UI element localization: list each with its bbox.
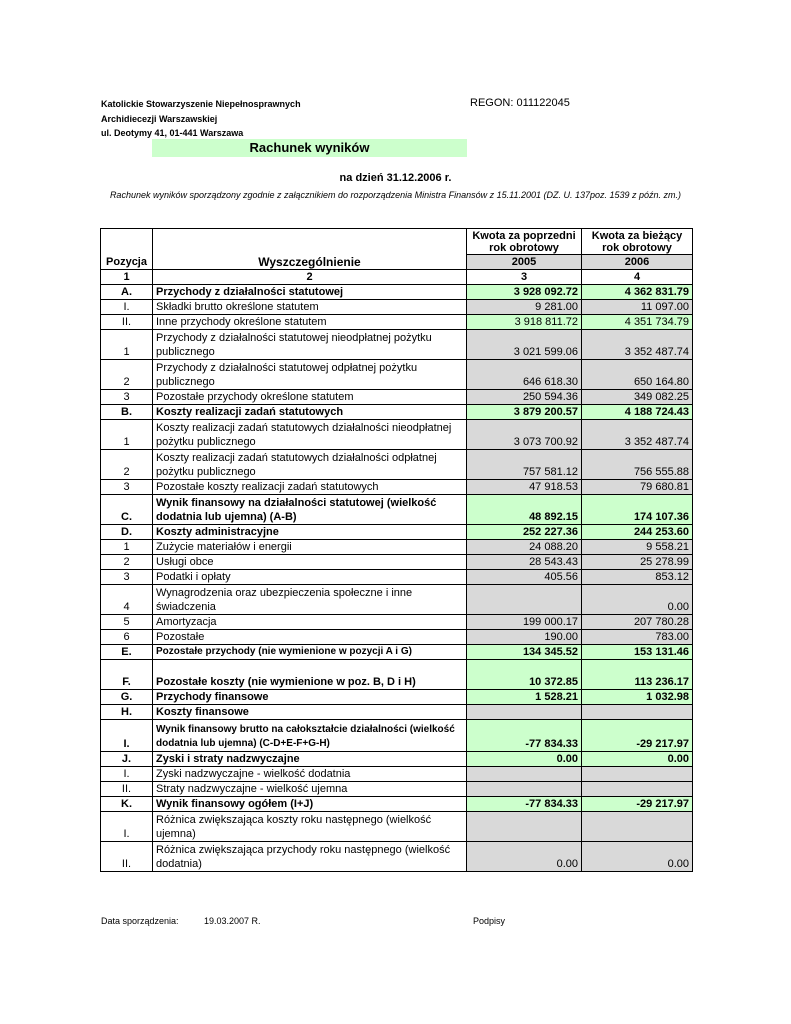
row-position: K.: [101, 797, 153, 812]
row-position: J.: [101, 752, 153, 767]
row-value-curr: 174 107.36: [582, 495, 693, 525]
row-value-prev: [467, 705, 582, 720]
col-index: 2: [153, 270, 467, 285]
row-description: Przychody z działalności statutowej odpłatnej pożytku publicznego: [153, 360, 467, 390]
row-value-prev: 134 345.52: [467, 645, 582, 660]
row-description: Podatki i opłaty: [153, 570, 467, 585]
org-name-line1: Katolickie Stowarzyszenie Niepełnosprawnych: [101, 99, 301, 109]
table-row: [101, 752, 693, 767]
row-value-prev: 48 892.15: [467, 495, 582, 525]
row-value-curr: [582, 705, 693, 720]
row-value-curr: 207 780.28: [582, 615, 693, 630]
col-index: 4: [582, 270, 693, 285]
row-value-curr: 783.00: [582, 630, 693, 645]
row-position: 2: [101, 450, 153, 480]
year-prev: 2005: [467, 255, 582, 270]
org-address: ul. Deotymy 41, 01-441 Warszawa: [101, 128, 244, 138]
row-value-curr: -29 217.97: [582, 797, 693, 812]
row-value-prev: 3 073 700.92: [467, 420, 582, 450]
footer-signatures: Podpisy: [473, 916, 506, 926]
row-value-prev: 190.00: [467, 630, 582, 645]
table-row: [101, 812, 693, 842]
table-row: [101, 782, 693, 797]
row-value-prev: 252 227.36: [467, 525, 582, 540]
row-description: Składki brutto określone statutem: [153, 300, 467, 315]
regon-number: REGON: 011122045: [470, 97, 570, 109]
row-position: 4: [101, 585, 153, 615]
row-description: Przychody finansowe: [153, 690, 467, 705]
row-description: Koszty administracyjne: [153, 525, 467, 540]
row-position: 1: [101, 540, 153, 555]
row-position: A.: [101, 285, 153, 300]
row-value-prev: -77 834.33: [467, 797, 582, 812]
row-value-curr: 244 253.60: [582, 525, 693, 540]
table-row: [101, 480, 693, 495]
footer-date-value: 19.03.2007 R.: [204, 916, 261, 926]
row-description: Pozostałe przychody określone statutem: [153, 390, 467, 405]
table-row: [101, 315, 693, 330]
row-value-curr: 650 164.80: [582, 360, 693, 390]
row-value-prev: 646 618.30: [467, 360, 582, 390]
row-position: I.: [101, 812, 153, 842]
table-row: [101, 285, 693, 300]
row-description: Różnica zwiększająca koszty roku następnego (wielkość ujemna): [153, 812, 467, 842]
table-row: [101, 405, 693, 420]
table-row: [101, 720, 693, 752]
row-value-curr: [582, 812, 693, 842]
row-description: Zużycie materiałów i energii: [153, 540, 467, 555]
row-value-curr: 3 352 487.74: [582, 330, 693, 360]
row-description: Wynik finansowy ogółem (I+J): [153, 797, 467, 812]
row-description: Amortyzacja: [153, 615, 467, 630]
row-description: Wynagrodzenia oraz ubezpieczenia społeczne i inne świadczenia: [153, 585, 467, 615]
row-value-prev: -77 834.33: [467, 720, 582, 752]
row-value-curr: 4 362 831.79: [582, 285, 693, 300]
row-value-prev: 3 879 200.57: [467, 405, 582, 420]
row-description: Pozostałe: [153, 630, 467, 645]
row-position: 3: [101, 570, 153, 585]
income-statement-table: [100, 228, 693, 872]
row-value-curr: 153 131.46: [582, 645, 693, 660]
row-description: Koszty realizacji zadań statutowych działalności odpłatnej pożytku publicznego: [153, 450, 467, 480]
table-row: [101, 450, 693, 480]
row-position: F.: [101, 660, 153, 690]
header-wyszczegolnienie: Wyszczególnienie: [153, 229, 467, 270]
row-position: C.: [101, 495, 153, 525]
col-index: 1: [101, 270, 153, 285]
row-value-prev: 199 000.17: [467, 615, 582, 630]
row-value-prev: [467, 585, 582, 615]
row-value-prev: 3 918 811.72: [467, 315, 582, 330]
row-description: Pozostałe przychody (nie wymienione w pozycji A i G): [153, 645, 467, 660]
row-position: II.: [101, 315, 153, 330]
row-value-prev: 28 543.43: [467, 555, 582, 570]
table-row: [101, 555, 693, 570]
row-description: Koszty realizacji zadań statutowych działalności nieodpłatnej pożytku publicznego: [153, 420, 467, 450]
table-row: [101, 767, 693, 782]
row-position: H.: [101, 705, 153, 720]
row-description: Wynik finansowy brutto na całokształcie działalności (wielkość dodatnia lub ujemna) (C-D+E-F+G-H): [153, 720, 467, 752]
row-position: 3: [101, 480, 153, 495]
row-description: Różnica zwiększająca przychody roku następnego (wielkość dodatnia): [153, 842, 467, 872]
row-position: 1: [101, 330, 153, 360]
row-description: Koszty realizacji zadań statutowych: [153, 405, 467, 420]
row-description: Inne przychody określone statutem: [153, 315, 467, 330]
table-row: [101, 525, 693, 540]
row-value-curr: 756 555.88: [582, 450, 693, 480]
table-row: [101, 495, 693, 525]
row-position: II.: [101, 782, 153, 797]
row-position: I.: [101, 300, 153, 315]
row-value-prev: 3 021 599.06: [467, 330, 582, 360]
row-value-curr: 3 352 487.74: [582, 420, 693, 450]
table-row: [101, 570, 693, 585]
row-position: 2: [101, 360, 153, 390]
row-value-curr: 9 558.21: [582, 540, 693, 555]
row-value-prev: [467, 782, 582, 797]
row-value-prev: 9 281.00: [467, 300, 582, 315]
row-position: I.: [101, 720, 153, 752]
row-value-curr: 0.00: [582, 752, 693, 767]
row-description: Pozostałe koszty (nie wymienione w poz. B, D i H): [153, 660, 467, 690]
row-position: I.: [101, 767, 153, 782]
row-value-prev: 10 372.85: [467, 660, 582, 690]
row-value-prev: 405.56: [467, 570, 582, 585]
table-row: [101, 797, 693, 812]
row-position: II.: [101, 842, 153, 872]
year-curr: 2006: [582, 255, 693, 270]
row-value-curr: 4 351 734.79: [582, 315, 693, 330]
row-value-curr: 1 032.98: [582, 690, 693, 705]
row-value-prev: [467, 767, 582, 782]
header-pozycja: Pozycja: [101, 229, 153, 270]
row-description: Zyski i straty nadzwyczajne: [153, 752, 467, 767]
footer-date-label: Data sporządzenia:: [101, 916, 179, 926]
row-value-curr: 11 097.00: [582, 300, 693, 315]
row-value-curr: 853.12: [582, 570, 693, 585]
row-position: 3: [101, 390, 153, 405]
row-position: D.: [101, 525, 153, 540]
row-description: Usługi obce: [153, 555, 467, 570]
row-value-curr: 0.00: [582, 842, 693, 872]
table-row: [101, 660, 693, 690]
table-row: [101, 842, 693, 872]
report-date: na dzień 31.12.2006 r.: [339, 172, 452, 184]
row-description: Straty nadzwyczajne - wielkość ujemna: [153, 782, 467, 797]
header-prev-year: Kwota za poprzedni rok obrotowy: [467, 229, 582, 255]
row-description: Zyski nadzwyczajne - wielkość dodatnia: [153, 767, 467, 782]
row-description: Wynik finansowy na działalności statutowej (wielkość dodatnia lub ujemna) (A-B): [153, 495, 467, 525]
page-title: Rachunek wyników: [152, 139, 467, 157]
row-description: Przychody z działalności statutowej nieodpłatnej pożytku publicznego: [153, 330, 467, 360]
table-row: [101, 420, 693, 450]
row-value-prev: 0.00: [467, 842, 582, 872]
header-current-year: Kwota za bieżący rok obrotowy: [582, 229, 693, 255]
table-row: [101, 300, 693, 315]
table-row: [101, 390, 693, 405]
table-row: [101, 630, 693, 645]
table-row: [101, 360, 693, 390]
row-value-prev: 47 918.53: [467, 480, 582, 495]
org-name-line2: Archidiecezji Warszawskiej: [101, 114, 218, 124]
row-value-curr: -29 217.97: [582, 720, 693, 752]
row-value-curr: 113 236.17: [582, 660, 693, 690]
table-row: [101, 585, 693, 615]
row-position: 5: [101, 615, 153, 630]
legal-note: Rachunek wyników sporządzony zgodnie z załącznikiem do rozporządzenia Ministra Finansów z 15.11.2001 (DZ. U. 137poz. 1539 z późn. zm.): [109, 190, 682, 200]
row-value-prev: [467, 812, 582, 842]
row-value-curr: 349 082.25: [582, 390, 693, 405]
col-index: 3: [467, 270, 582, 285]
row-value-curr: [582, 767, 693, 782]
row-value-prev: 3 928 092.72: [467, 285, 582, 300]
row-position: B.: [101, 405, 153, 420]
row-value-prev: 0.00: [467, 752, 582, 767]
table-row: [101, 690, 693, 705]
table-row: [101, 645, 693, 660]
row-position: 2: [101, 555, 153, 570]
table-row: [101, 705, 693, 720]
row-value-curr: 4 188 724.43: [582, 405, 693, 420]
row-value-prev: 757 581.12: [467, 450, 582, 480]
row-position: 6: [101, 630, 153, 645]
row-description: Przychody z działalności statutowej: [153, 285, 467, 300]
row-description: Pozostałe koszty realizacji zadań statutowych: [153, 480, 467, 495]
row-value-prev: 24 088.20: [467, 540, 582, 555]
row-value-prev: 250 594.36: [467, 390, 582, 405]
row-description: Koszty finansowe: [153, 705, 467, 720]
row-value-curr: [582, 782, 693, 797]
row-position: G.: [101, 690, 153, 705]
table-row: [101, 615, 693, 630]
row-value-curr: 0.00: [582, 585, 693, 615]
row-value-curr: 79 680.81: [582, 480, 693, 495]
row-position: 1: [101, 420, 153, 450]
table-row: [101, 540, 693, 555]
table-row: [101, 330, 693, 360]
row-value-curr: 25 278.99: [582, 555, 693, 570]
row-value-prev: 1 528.21: [467, 690, 582, 705]
row-position: E.: [101, 645, 153, 660]
